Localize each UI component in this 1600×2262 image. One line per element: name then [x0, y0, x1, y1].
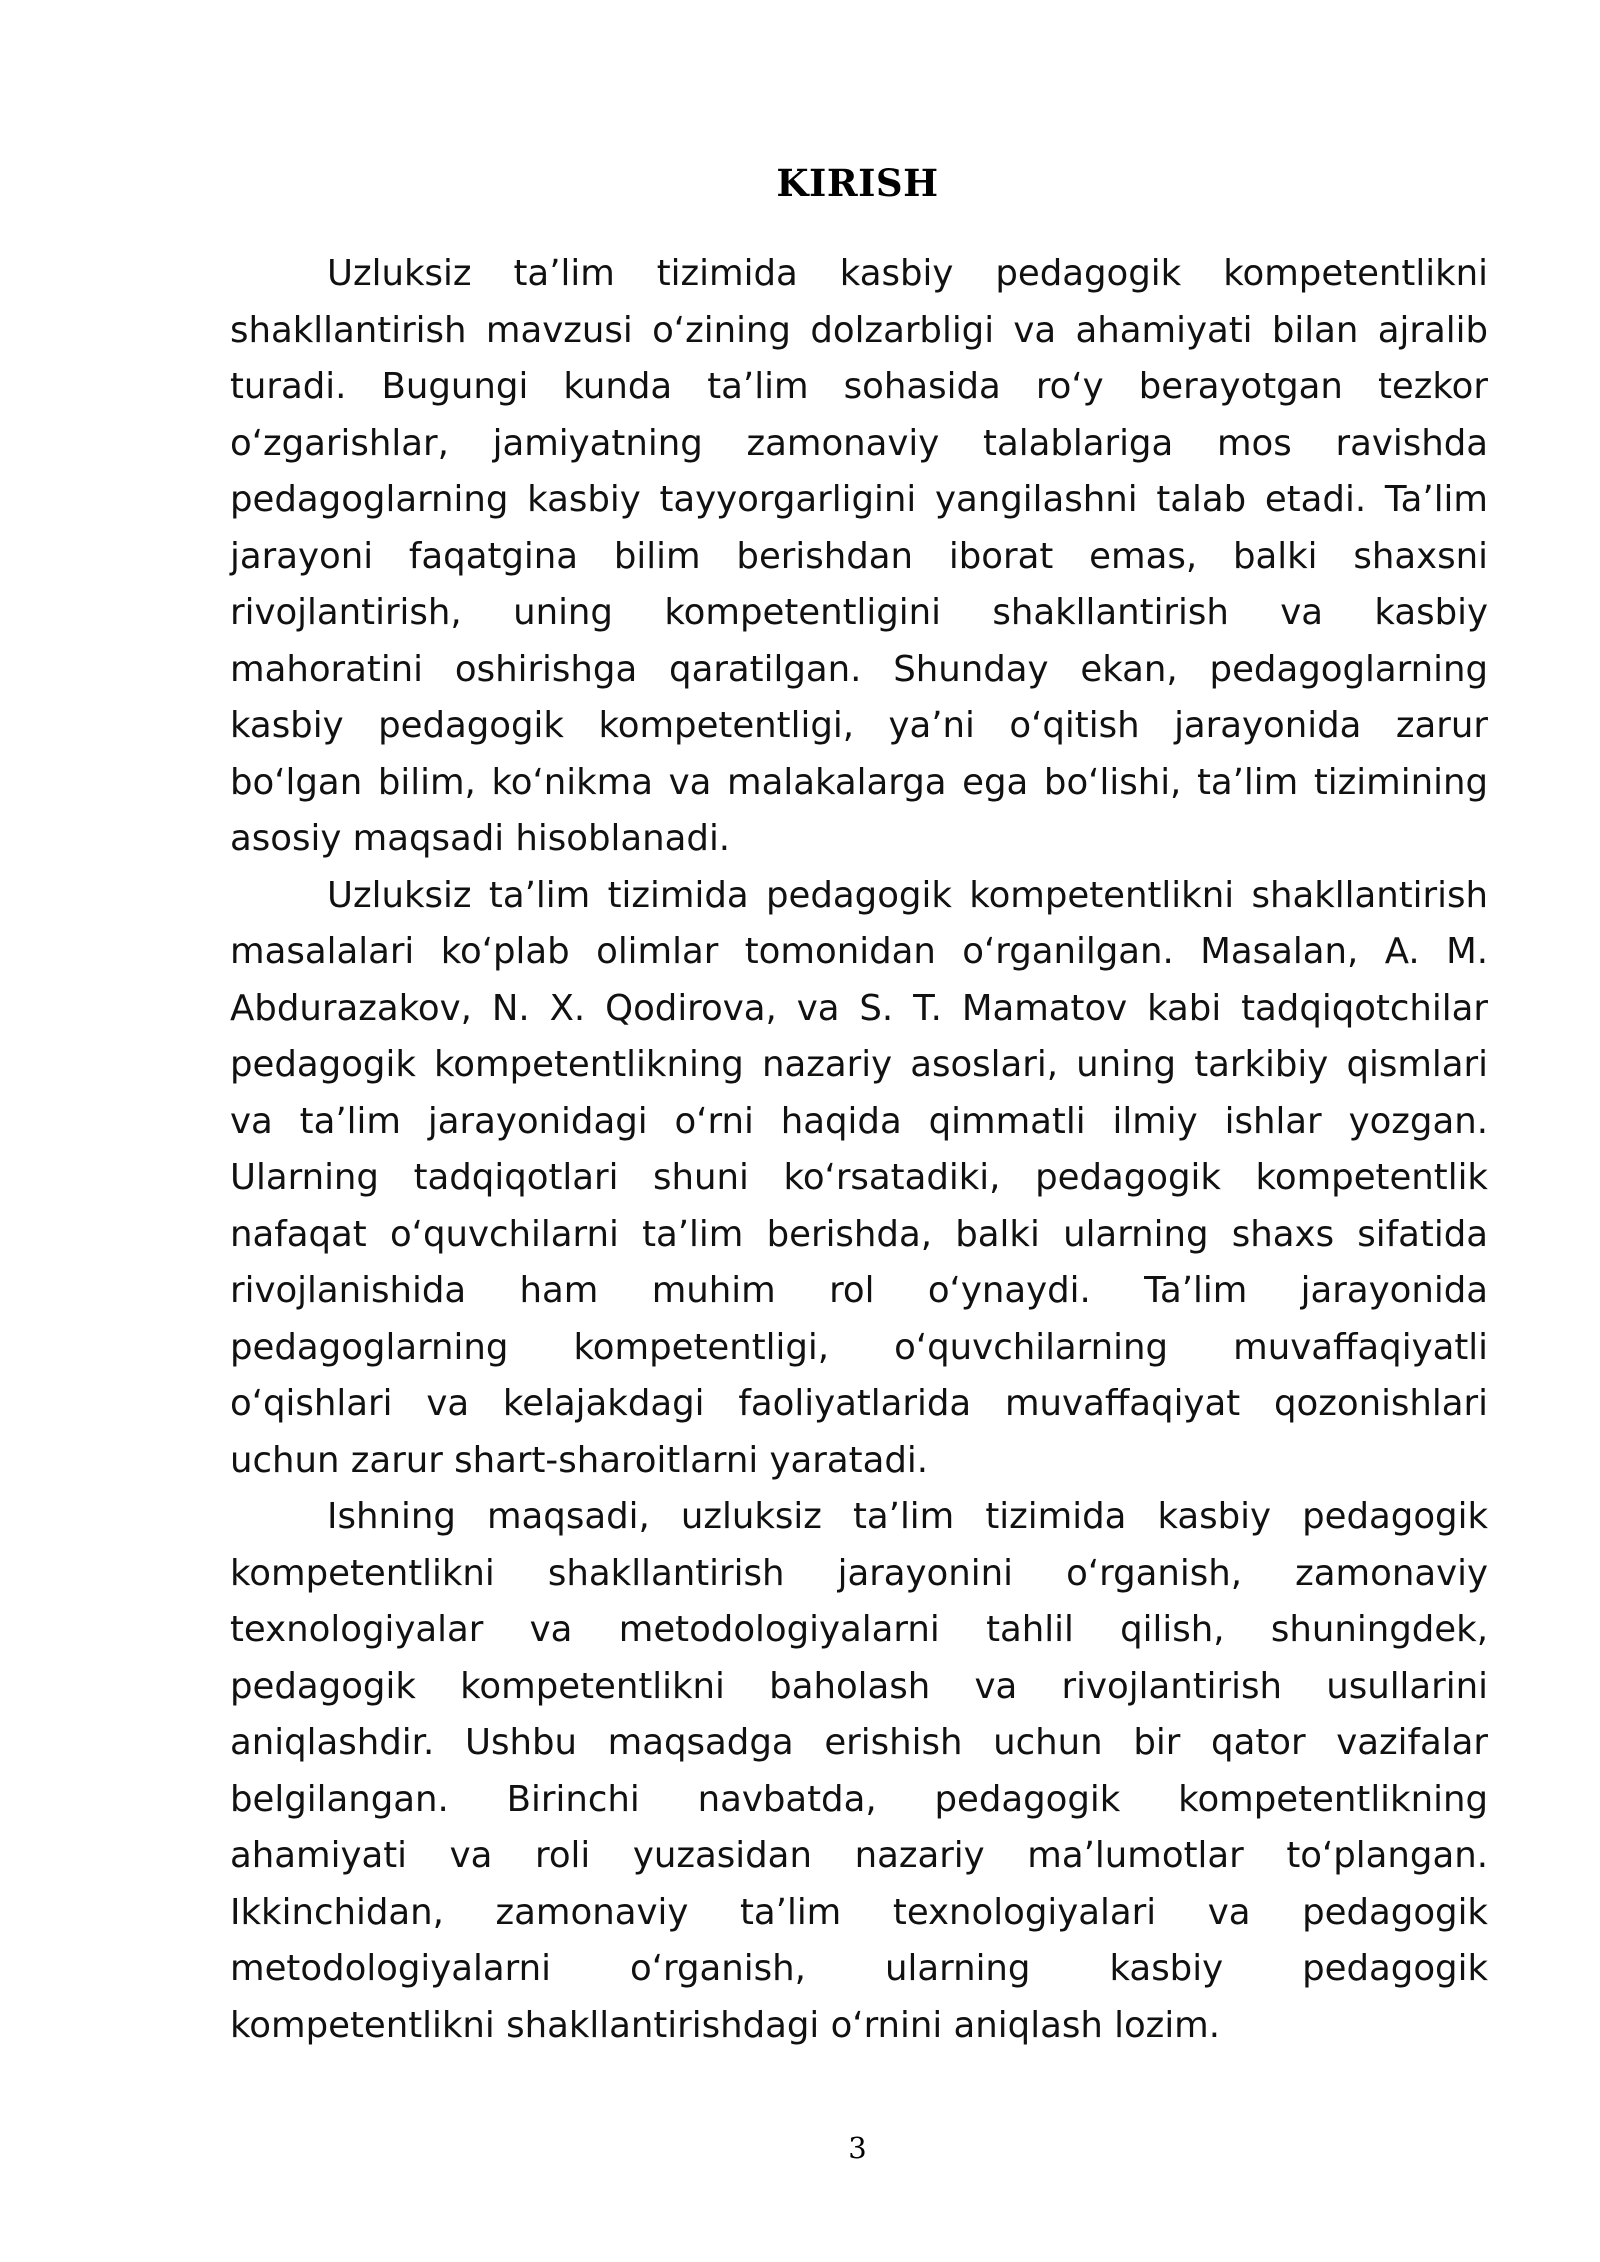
paragraph: Uzluksiz ta’lim tizimida pedagogik kompetentlikni shakllantirish masalalari ko‘plab olimlar tomonidan o‘rganilgan. Masalan, A. M. Abdurazakov, N. X. Qodirova, va S. T. Mamatov kabi tadqiqotchilar pedagogik kompetentlikning nazariy asoslari, uning tarkibiy qismlari va ta’lim jarayonidagi o‘rni haqida qimmatli ilmiy ishlar yozgan. Ularning tadqiqotlari shuni ko‘rsatadiki, pedagogik kompetentlik nafaqat o‘quvchilarni ta’lim berishda, balki ularning shaxs sifatida rivojlanishida ham muhim rol o‘ynaydi. Ta’lim jarayonida pedagoglarning kompetentligi, o‘quvchilarning muvaffaqiyatli o‘qishlari va kelajakdagi faoliyatlarida muvaffaqiyat qozonishlari uchun zarur shart-sharoitlarni yaratadi. — [230, 874, 1488, 1481]
paragraph: Uzluksiz ta’lim tizimida kasbiy pedagogik kompetentlikni shakllantirish mavzusi o‘zining dolzarbligi va ahamiyati bilan ajralib turadi. Bugungi kunda ta’lim sohasida ro‘y berayotgan tezkor o‘zgarishlar, jamiyatning zamonaviy talablariga mos ravishda pedagoglarning kasbiy tayyorgarligini yangilashni talab etadi. Ta’lim jarayoni faqatgina bilim berishdan iborat emas, balki shaxsni rivojlantirish, uning kompetentligini shakllantirish va kasbiy mahoratini oshirishga qaratilgan. Shunday ekan, pedagoglarning kasbiy pedagogik kompetentligi, ya’ni o‘qitish jarayonida zarur bo‘lgan bilim, ko‘nikma va malakalarga ega bo‘lishi, ta’lim tizimining asosiy maqsadi hisoblanadi. — [230, 253, 1488, 859]
paragraph: Ishning maqsadi, uzluksiz ta’lim tizimida kasbiy pedagogik kompetentlikni shakllantirish jarayonini o‘rganish, zamonaviy texnologiyalar va metodologiyalarni tahlil qilish, shuningdek, pedagogik kompetentlikni baholash va rivojlantirish usullarini aniqlashdir. Ushbu maqsadga erishish uchun bir qator vazifalar belgilangan. Birinchi navbatda, pedagogik kompetentlikning ahamiyati va roli yuzasidan nazariy ma’lumotlar to‘plangan. Ikkinchidan, zamonaviy ta’lim texnologiyalari va pedagogik metodologiyalarni o‘rganish, ularning kasbiy pedagogik kompetentlikni shakllantirishdagi o‘rnini aniqlash lozim. — [230, 1496, 1488, 2046]
body-text — [230, 246, 1488, 2054]
page-number: 3 — [848, 2131, 867, 2165]
section-heading: KIRISH — [776, 161, 939, 205]
